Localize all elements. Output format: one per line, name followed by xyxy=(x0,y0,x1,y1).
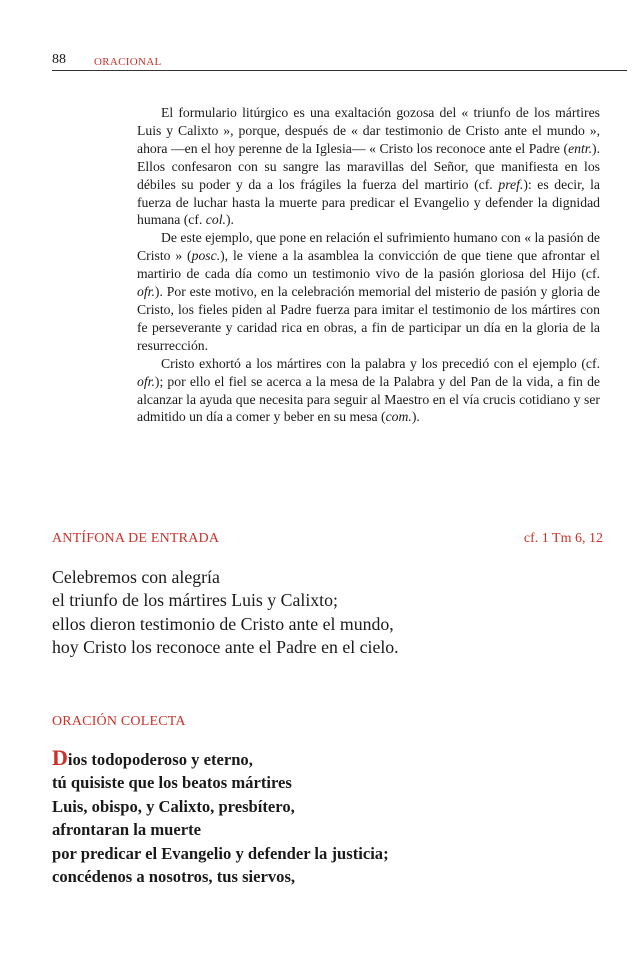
collect-line: Dios todopoderoso y eterno, xyxy=(52,745,253,770)
antiphon-heading: ANTÍFONA DE ENTRADA xyxy=(52,531,220,546)
running-title: ORACIONAL xyxy=(94,56,162,68)
antiphon-line: hoy Cristo los reconoce ante el Padre en el cielo. xyxy=(52,636,399,657)
collect-line: concédenos a nosotros, tus siervos, xyxy=(52,867,296,887)
antiphon-reference: cf. 1 Tm 6, 12 xyxy=(523,531,603,546)
collect-heading: ORACIÓN COLECTA xyxy=(52,714,186,729)
antiphon-line: el triunfo de los mártires Luis y Calixto; xyxy=(52,590,338,611)
antiphon-line: Celebremos con alegría xyxy=(52,567,220,587)
collect-line: Luis, obispo, y Calixto, presbítero, xyxy=(52,796,295,816)
collect-prayer xyxy=(52,746,612,888)
antiphon-text xyxy=(52,566,612,659)
collect-line: afrontaran la muerte xyxy=(52,820,202,840)
collect-line: por predicar el Evangelio y defender la justicia; xyxy=(52,843,389,863)
intro-paragraph-2: De este ejemplo, que pone en relación el sufrimiento humano con « la pasión de Cristo » (posc.), le viene a la asamblea la convicción de que tiene que afrontar el martirio de cada día como un testimonio vivo de la pasión gloriosa del Hijo (cf. ofr.). Por este motivo, en la celebración memorial del misterio de pasión y gloria de Cristo, los fieles piden al Padre fuerza para imitar el testimonio de los mártires con fe perseverante y caridad rica en obras, a fin de participar un día en la gloria de la resurrección. xyxy=(137,230,600,353)
antiphon-line: ellos dieron testimonio de Cristo ante el mundo, xyxy=(52,613,394,634)
drop-cap: D xyxy=(52,745,68,770)
introduction-text xyxy=(137,104,600,426)
collect-line: tú quisiste que los beatos mártires xyxy=(52,773,292,793)
intro-paragraph-1: El formulario litúrgico es una exaltación gozosa del « triunfo de los mártires Luis y Calixto », porque, después de « dar testimonio de Cristo ante el mundo », ahora —en el hoy perenne de la Iglesia— « Cristo los reconoce ante el Padre (entr.). Ellos confesaron con su sangre las maravillas del Señor, que manifiesta en los débiles su poder y da a los frágiles la fuerza del martirio (cf. pref.): es decir, la fuerza de luchar hasta la muerte para predicar el Evangelio y defender la dignidad humana (cf. col.). xyxy=(137,105,601,228)
intro-paragraph-3: Cristo exhortó a los mártires con la palabra y los precedió con el ejemplo (cf. ofr.); por ello el fiel se acerca a la mesa de la Palabra y del Pan de la vida, a fin de alcanzar la ayuda que necesita para seguir al Maestro en el vía crucis cotidiano y ser admitido un día a comer y beber en su mesa (com.). xyxy=(137,355,600,425)
page-number: 88 xyxy=(52,52,66,67)
page-header xyxy=(52,50,627,71)
